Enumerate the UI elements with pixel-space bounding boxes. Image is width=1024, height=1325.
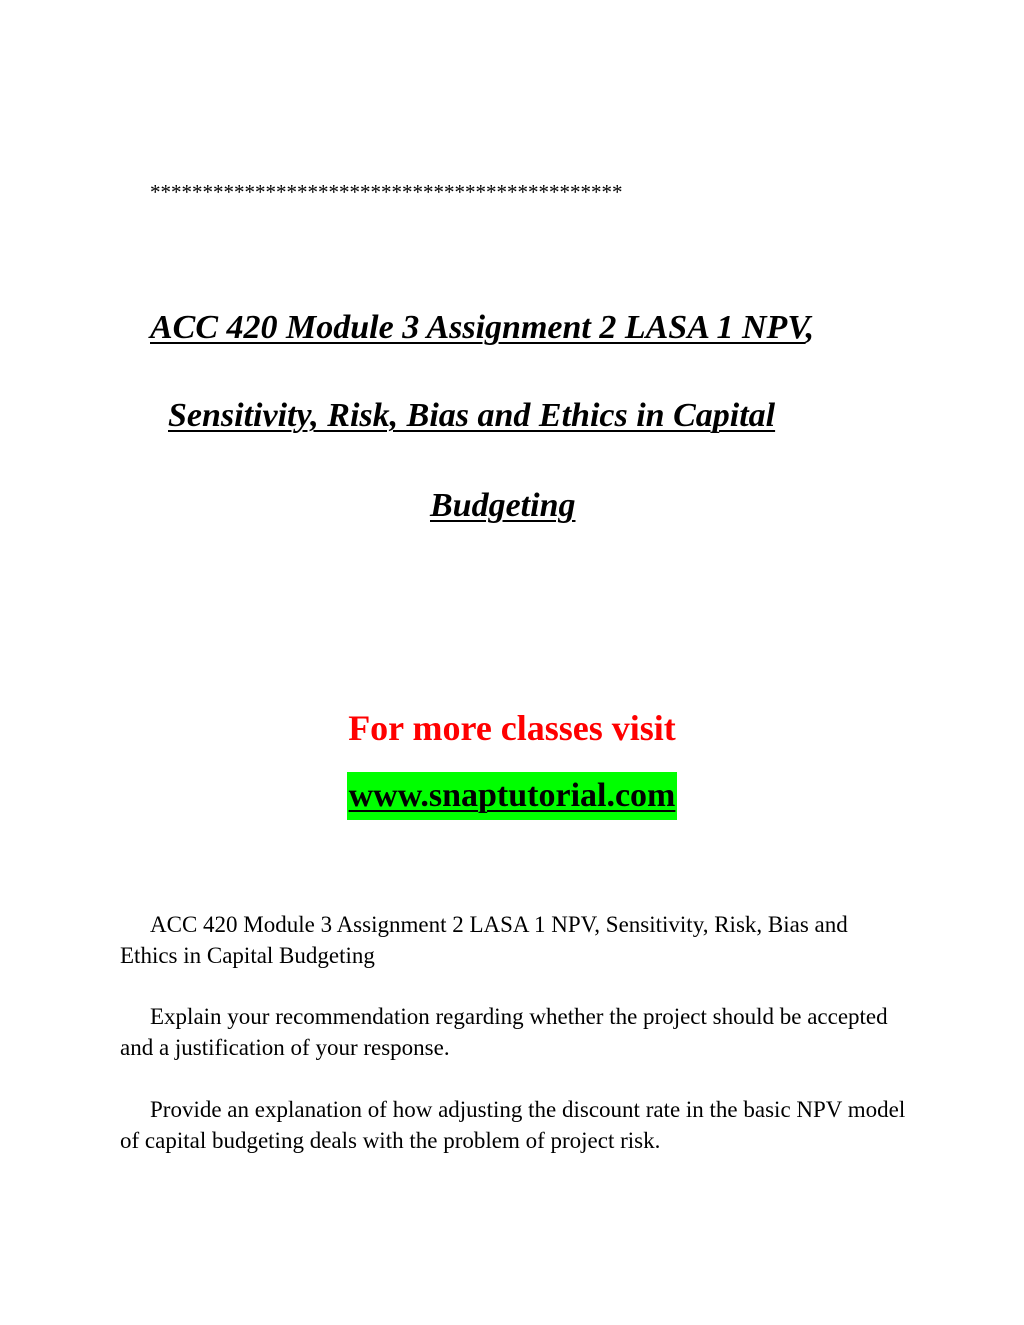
promo-visit-text: For more classes visit xyxy=(348,708,676,748)
title-line-3-text: Budgeting xyxy=(430,487,576,524)
separator-stars: ********************************************* xyxy=(150,180,623,204)
title-line-1-text: ACC 420 Module 3 Assignment 2 LASA 1 NPV xyxy=(150,309,806,346)
body-paragraph-3: Provide an explanation of how adjusting the discount rate in the basic NPV model of capital budgeting deals with the problem of project risk. xyxy=(120,1097,906,1153)
body-paragraph-1: ACC 420 Module 3 Assignment 2 LASA 1 NPV, Sensitivity, Risk, Bias and Ethics in Capital Budgeting xyxy=(120,912,848,968)
promo-link-container xyxy=(0,772,1024,820)
title-line-3 xyxy=(430,486,575,526)
site-link[interactable]: www.snaptutorial.com xyxy=(347,772,678,820)
title-line-2 xyxy=(168,396,775,436)
body-paragraph-2: Explain your recommendation regarding whether the project should be accepted and a justification of your response. xyxy=(120,1004,888,1060)
title-line-2-text: Sensitivity, Risk, Bias and Ethics in Capital xyxy=(168,397,776,434)
title-line-1-comma: , xyxy=(805,309,815,346)
title-line-1 xyxy=(150,308,814,348)
